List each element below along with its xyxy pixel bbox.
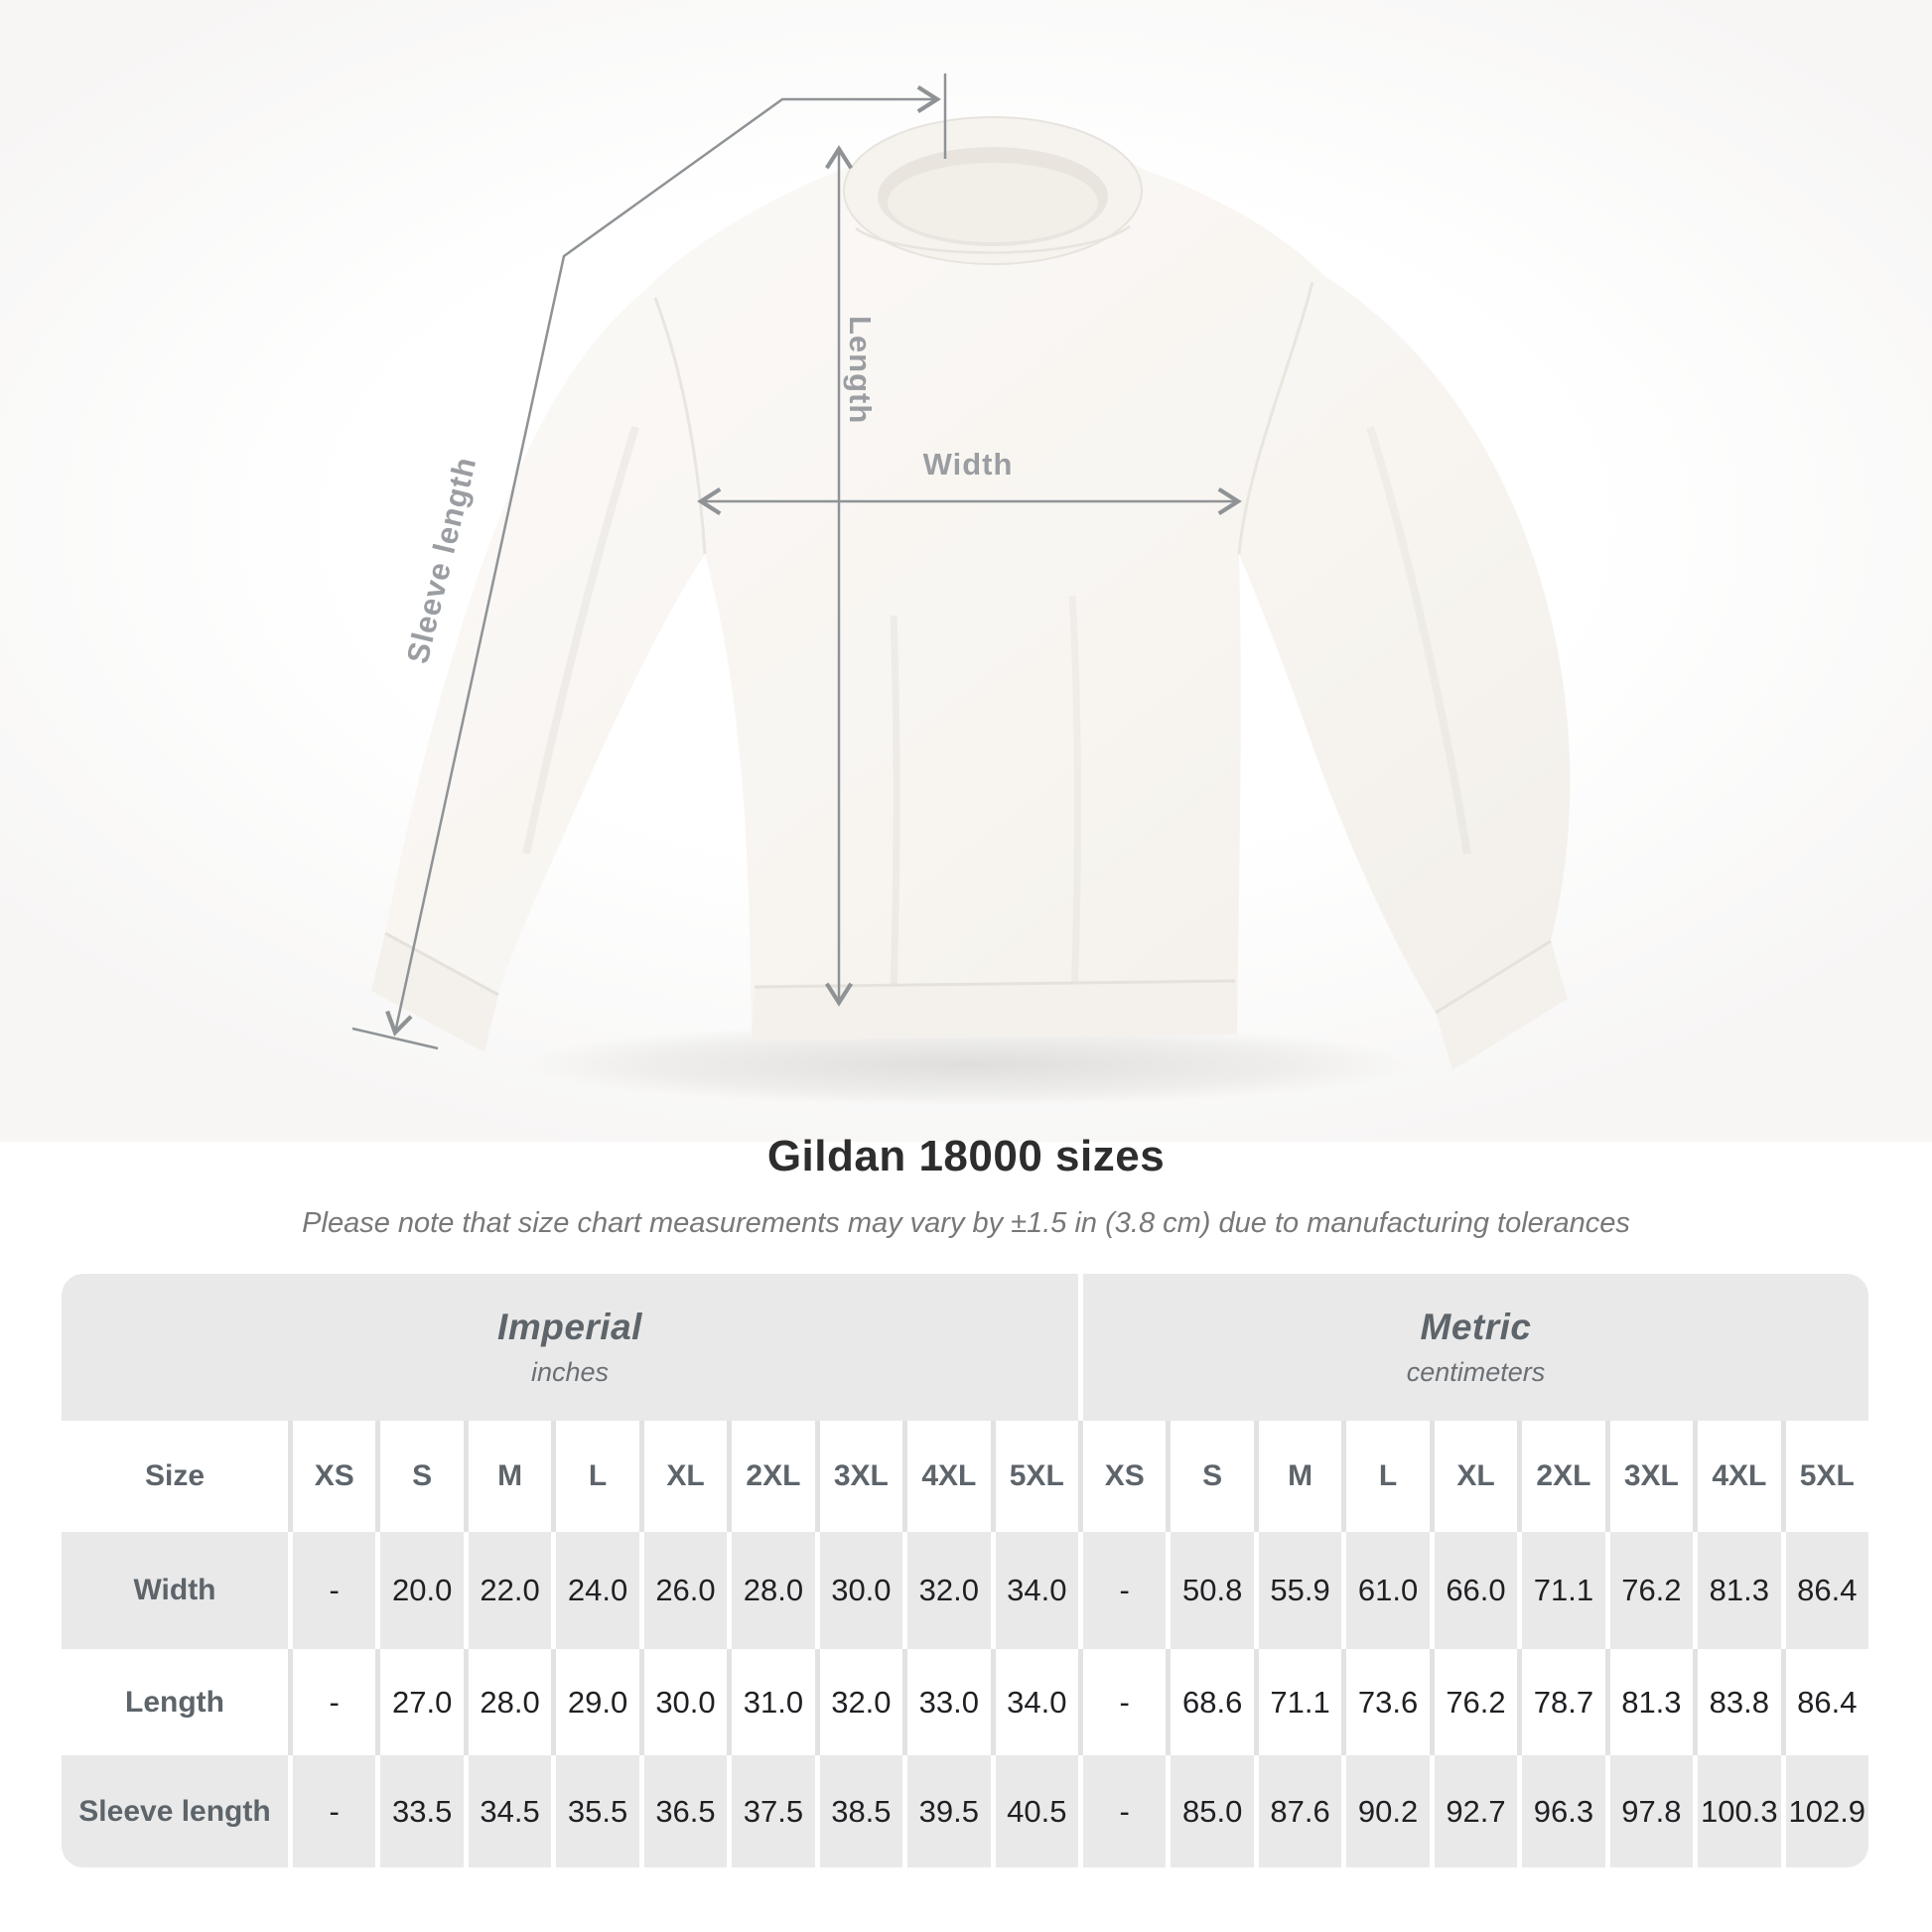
size-col-header: L <box>556 1421 638 1532</box>
table-cell: 26.0 <box>644 1532 727 1649</box>
imperial-label: Imperial <box>497 1307 642 1347</box>
metric-label: Metric <box>1420 1307 1532 1347</box>
width-label: Width <box>922 447 1014 482</box>
size-corner-label: Size <box>62 1421 288 1532</box>
table-cell: 97.8 <box>1610 1755 1693 1867</box>
table-cell: 87.6 <box>1259 1755 1341 1867</box>
sleeve-length-row <box>62 1755 1868 1867</box>
imperial-group-header <box>62 1274 1078 1421</box>
size-col-header: 4XL <box>907 1421 990 1532</box>
table-cell: 28.0 <box>469 1649 551 1755</box>
table-cell: 90.2 <box>1346 1755 1429 1867</box>
table-cell: 102.9 <box>1786 1755 1868 1867</box>
size-col-header: 3XL <box>1610 1421 1693 1532</box>
table-cell: 76.2 <box>1610 1532 1693 1649</box>
table-cell: 61.0 <box>1346 1532 1429 1649</box>
table-cell: 37.5 <box>732 1755 814 1867</box>
table-cell: 55.9 <box>1259 1532 1341 1649</box>
table-cell: 50.8 <box>1171 1532 1253 1649</box>
size-col-header: 2XL <box>1522 1421 1604 1532</box>
table-cell: 81.3 <box>1698 1532 1780 1649</box>
table-cell: 39.5 <box>907 1755 990 1867</box>
size-col-header: M <box>1259 1421 1341 1532</box>
table-cell: 33.5 <box>380 1755 463 1867</box>
size-col-header: XS <box>1083 1421 1166 1532</box>
waistband <box>752 981 1237 1040</box>
table-cell: 100.3 <box>1698 1755 1780 1867</box>
imperial-unit: inches <box>530 1357 610 1387</box>
tolerance-note: Please note that size chart measurements may vary by ±1.5 in (3.8 cm) due to manufacturing tolerances <box>302 1207 1630 1239</box>
size-col-header: 3XL <box>820 1421 902 1532</box>
table-cell: 85.0 <box>1171 1755 1253 1867</box>
table-cell: 34.5 <box>469 1755 551 1867</box>
table-cell: 24.0 <box>556 1532 638 1649</box>
table-cell: 76.2 <box>1435 1649 1517 1755</box>
table-cell: 30.0 <box>644 1649 727 1755</box>
fabric-fold <box>894 616 897 993</box>
size-col-header: XL <box>644 1421 727 1532</box>
table-cell: 96.3 <box>1522 1755 1604 1867</box>
table-cell: 22.0 <box>469 1532 551 1649</box>
size-header-row <box>62 1421 1868 1532</box>
table-cell: - <box>293 1755 375 1867</box>
table-cell: 38.5 <box>820 1755 902 1867</box>
width-row <box>62 1532 1868 1649</box>
size-col-header: S <box>1171 1421 1253 1532</box>
table-cell: - <box>1083 1649 1166 1755</box>
table-cell: 33.0 <box>907 1649 990 1755</box>
page-title: Gildan 18000 sizes <box>766 1132 1166 1180</box>
size-col-header: 5XL <box>996 1421 1078 1532</box>
table-cell: 27.0 <box>380 1649 463 1755</box>
table-cell: - <box>1083 1532 1166 1649</box>
table-cell: - <box>293 1649 375 1755</box>
metric-unit: centimeters <box>1406 1357 1546 1387</box>
table-cell: 31.0 <box>732 1649 814 1755</box>
size-col-header: XL <box>1435 1421 1517 1532</box>
table-cell: 32.0 <box>907 1532 990 1649</box>
table-cell: 86.4 <box>1786 1532 1868 1649</box>
size-table <box>62 1274 1868 1867</box>
table-cell: 30.0 <box>820 1532 902 1649</box>
table-cell: 34.0 <box>996 1649 1078 1755</box>
size-col-header: 4XL <box>1698 1421 1780 1532</box>
size-col-header: XS <box>293 1421 375 1532</box>
collar <box>844 117 1142 264</box>
unit-group-header-row <box>62 1274 1868 1421</box>
size-col-header: L <box>1346 1421 1429 1532</box>
row-label: Sleeve length <box>62 1755 288 1867</box>
table-cell: 83.8 <box>1698 1649 1780 1755</box>
size-col-header: M <box>469 1421 551 1532</box>
table-cell: 35.5 <box>556 1755 638 1867</box>
table-cell: 86.4 <box>1786 1649 1868 1755</box>
table-cell: 32.0 <box>820 1649 902 1755</box>
table-cell: - <box>1083 1755 1166 1867</box>
table-cell: 92.7 <box>1435 1755 1517 1867</box>
table-cell: 34.0 <box>996 1532 1078 1649</box>
table-cell: 68.6 <box>1171 1649 1253 1755</box>
length-row <box>62 1649 1868 1755</box>
size-col-header: 2XL <box>732 1421 814 1532</box>
sleeve-length-label: Sleeve length <box>399 453 483 667</box>
size-col-header: 5XL <box>1786 1421 1868 1532</box>
table-cell: 78.7 <box>1522 1649 1604 1755</box>
table-cell: 28.0 <box>732 1532 814 1649</box>
table-cell: 71.1 <box>1522 1532 1604 1649</box>
table-cell: 40.5 <box>996 1755 1078 1867</box>
table-cell: 29.0 <box>556 1649 638 1755</box>
table-cell: 81.3 <box>1610 1649 1693 1755</box>
table-cell: 66.0 <box>1435 1532 1517 1649</box>
size-col-header: S <box>380 1421 463 1532</box>
metric-group-header <box>1083 1274 1868 1421</box>
table-cell: 20.0 <box>380 1532 463 1649</box>
row-label: Width <box>62 1532 288 1649</box>
length-label: Length <box>843 316 878 425</box>
table-cell: 71.1 <box>1259 1649 1341 1755</box>
table-cell: 36.5 <box>644 1755 727 1867</box>
table-cell: - <box>293 1532 375 1649</box>
row-label: Length <box>62 1649 288 1755</box>
sweatshirt-illustration <box>371 117 1570 1070</box>
table-cell: 73.6 <box>1346 1649 1429 1755</box>
